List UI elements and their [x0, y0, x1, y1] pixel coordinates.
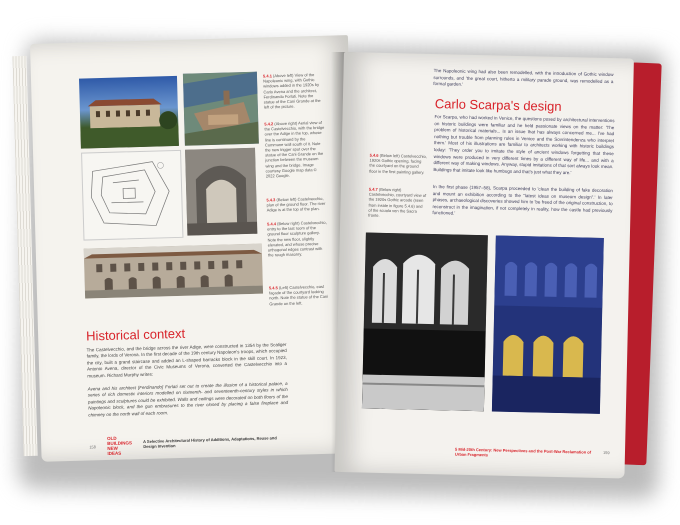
caption-5-4-5: 5.4.5 (Left) Castelvecchio, east façade of the courtyard looking north. Note the statue of the Cani Grande on the left. [268, 283, 329, 307]
caption-5-4-4: 5.4.4 (Below right) Castelvecchio, entry to the last room of the ground floor sculpture gallery. Note the new floor, slightly elevated, and whose precise orthogonal edges contrast with the rough masonry. [267, 219, 327, 258]
aerial-illustration [183, 72, 259, 146]
footer-logo: OLD BUILDINGS NEW IDEAS [106, 435, 132, 456]
photo-sculpture-gallery [185, 148, 257, 236]
gallery-illustration [185, 148, 257, 236]
left-footer-text: A Selective Architectural History of Additions, Adaptations, Reuse and Design Invention [143, 435, 277, 449]
paragraph-scarpa-1: For Scarpa, who had worked in Venice, the questions posed by architectural interventions on historic buildings were familiar and he held passionate views on the matter: 'The problem of historical materials... is an issue that has always concerned me... I've had nothing but trouble from planning rules in Venice and the Sovrintendenza who interpret them.' Most of his illustrations are familiar to architects working with historic buildings today: 'They order you to imitate the style of ancient windows forgetting that these windows were produced in very different times by a different way of life... and with a different way of making windows. Anyway, stupid imitations of that sort always look mean. Buildings that imitate look like humbugs and that's just what they are.' [433, 114, 615, 175]
heading-scarpa-design: Carlo Scarpa's design [434, 96, 562, 114]
left-page [30, 35, 360, 462]
photo-gothic-arcade [492, 235, 604, 413]
right-page-number: 159 [602, 449, 610, 456]
gothic-opening-illustration [362, 233, 488, 412]
caption-5-4-2: 5.4.2 (Above right) Aerial view of the Castelvecchio, with the bridge over the Adige in the top, whose line is continued by the Commune wall south of it. Note the new trigger spot over the statue of the Cani Grande on the junction between the museum wing and the bridge. Image courtesy Google map data © 2022 Google. [264, 119, 325, 179]
photo-courtyard-facade [84, 244, 263, 299]
paragraph-historical-1: The Castelvecchio, and the bridge across the river Adige, were constructed in 1354 by the Scaliger family, the lords of Verona. In the first decade of the 19th century Napoleon's troops, which occupied the city, built a grand staircase and added an L-shaped barracks block in the skill court. In 1923, Antonio Avena, director of the Civic Museums of Verona, converted the Castelvecchio into a museum. Richard Murphy writes: [86, 341, 288, 379]
left-page-number: 158 [89, 444, 97, 450]
photo-gothic-opening [362, 233, 488, 412]
caption-5-4-3: 5.4.3 (Below left) Castelvecchio, plan of the ground floor. The river Adige is at the top of the plan. [266, 195, 326, 213]
facade-illustration [84, 244, 263, 299]
arcade-illustration [492, 235, 604, 413]
paragraph-scarpa-2: In the first phase (1957–58), Scarpa proceeded to 'clean the building of fake decoration and mount an exhibition according to the "latest ideas on museum design".' In later phases, archaeological discoveries showed him to 'be freed of the original construction, to reconstruct in the imagination, if not completely in reality, how the castle had previously functioned.' [432, 184, 613, 216]
caption-5-4-7: 5.4.7 (Below right) Castelvecchio, courtyard view of the 1920s Gothic arcade (seen from inside in figure 5.4.6) and of the scuola ven the Sacra fronte. [368, 186, 427, 218]
photo-napoleonic-wing [79, 76, 179, 149]
caption-5-4-1: 5.4.1 (Above left) View of the Napoleonic wing, with Gothic windows added in the 1920s by Carlo Avena and the architect, Ferdinando Forlati. Note the statue of the Cani Grande at the left of the picture. [262, 72, 321, 110]
paragraph-historical-2: Avena and his architect [Ferdinando] Forlati set out to create the illusion of a historical palace, a series of rich domestic interiors modelled on sixteenth- and seventeenth-century styles in which paintings and sculptures could be exhibited. Walls and ceilings were decorated on both floors of the Napoleonic block, and the gun embrasures to the river closed by placing a false fireplace and chimney on the north wall of each room. [87, 380, 289, 418]
photo-aerial-view [183, 72, 259, 146]
plan-drawing [82, 151, 182, 240]
right-page [334, 52, 633, 478]
heading-historical-context: Historical context [85, 325, 186, 344]
caption-5-4-6: 5.4.6 (Below left) Castelvecchio, 1920s Gothic opening, facing the courtyard on the ground floor in the first painting gallery. [369, 152, 427, 175]
right-footer-text: 5 Mid-20th Century: New Perspectives and the Post-War Reclamation of Urban Fragments [454, 446, 592, 458]
villa-illustration [79, 76, 179, 149]
photo-ground-floor-plan [81, 150, 183, 241]
intro-paragraph: The Napoleonic wing had also been remodelled, with the introduction of Gothic window surrounds, and 'the great court, hitherto a military parade ground, was remodelled as a formal garden.' [433, 68, 614, 87]
